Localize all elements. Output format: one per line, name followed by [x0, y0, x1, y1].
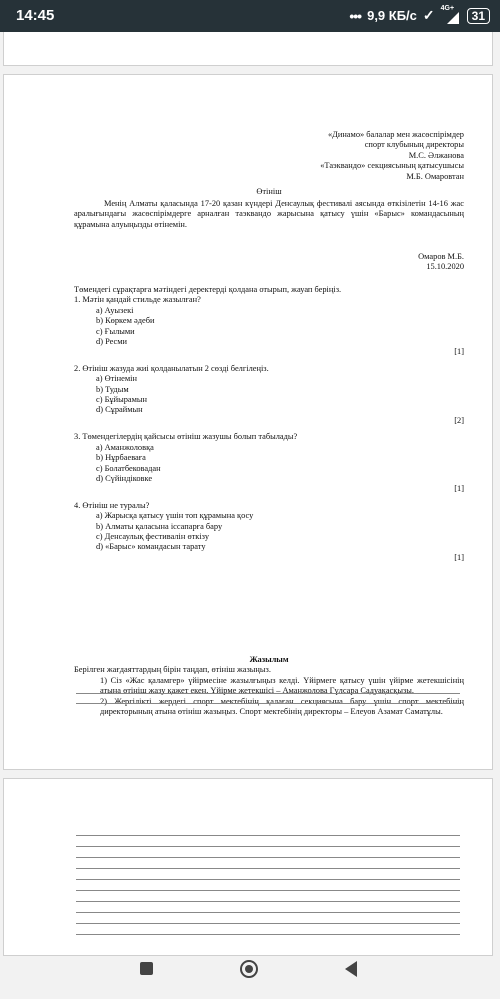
writing-heading: Жазылым: [249, 655, 289, 664]
status-bar: [0, 0, 500, 32]
question-mark: [1]: [454, 484, 464, 494]
addressee-line: «Таэквандо» секциясының қатысушысы: [320, 161, 464, 171]
status-icons: [349, 4, 490, 24]
question-text: 1. Мәтін қандай стильде жазылған?: [74, 295, 201, 305]
answer-line: [76, 835, 460, 836]
addressee-line: «Динамо» балалар мен жасөспірімдер: [327, 130, 464, 139]
answer-option: d) «Барыс» командасын тарату: [96, 542, 206, 552]
recent-apps-icon[interactable]: [140, 962, 153, 975]
answer-line: [76, 901, 460, 902]
question-4: [74, 501, 464, 563]
answer-option: c) Болатбековадан: [96, 463, 161, 473]
answer-option: a) Өтінемін: [96, 374, 137, 384]
battery-icon: 31: [467, 8, 490, 24]
application-body: Менің Алматы қаласында 17-20 қазан күндері Денсаулық фестивалі аясында өткізілетін 14-16 жас аралығындағы жасөспірімдерге арналған таэквандо жарысына қатысу үшін «Барыс» командасының құрамына алуыңызды өтінемін.: [74, 199, 464, 229]
network-type: 4G+: [440, 4, 455, 12]
signature-block: [74, 252, 464, 273]
addressee-line: М.Б. Омаровтан: [406, 171, 464, 181]
answer-line: [76, 846, 460, 847]
answer-option: c) Бұйырамын: [96, 395, 148, 405]
writing-intro: Берілген жағдаяттардың бірін таңдап, өтініш жазыңыз.: [74, 665, 271, 675]
previous-page: [3, 32, 493, 66]
signature-name: Омаров М.Б.: [418, 252, 464, 261]
signal-bars-icon: [447, 12, 459, 24]
question-text: 2. Өтініш жазуда жиі қолданылатын 2 сөзді белгілеңіз.: [74, 363, 269, 373]
questions-block: [74, 285, 464, 563]
network-speed: 9,9 КБ/с: [367, 8, 417, 23]
answer-line: [76, 923, 460, 924]
writing-task: 2) Жергілікті жердегі спорт мектебінің қалаған секциясына бару үшін спорт мектебінің директорының атына өтініш жазыңыз. Спорт мектебінің директоры – Елеуов Азамат Саматұлы.: [100, 696, 464, 717]
addressee-line: М.С. Әлжанова: [408, 150, 464, 160]
question-text: 3. Төмендегілердің қайсысы өтініш жазушы болып табылады?: [74, 432, 298, 442]
writing-section: [74, 655, 464, 717]
addressee-line: спорт клубының директоры: [364, 140, 464, 150]
addressee-block: [264, 130, 464, 182]
document-title: Өтініш: [256, 187, 282, 196]
question-2: [74, 364, 464, 426]
answer-line: [76, 693, 460, 694]
answer-line: [76, 912, 460, 913]
question-1: [74, 295, 464, 357]
question-mark: [2]: [454, 415, 464, 425]
answer-option: d) Ресми: [96, 337, 128, 347]
answer-line: [76, 879, 460, 880]
answer-option: d) Сұраймын: [96, 405, 143, 415]
data-saver-check-icon: ✓: [422, 7, 435, 23]
next-page[interactable]: [3, 778, 493, 956]
answer-option: b) Тудым: [96, 384, 129, 394]
answer-option: a) Аманжоловқа: [96, 442, 154, 452]
signature-date: 15.10.2020: [426, 262, 464, 272]
home-icon[interactable]: [240, 960, 258, 978]
signal-icon: [440, 4, 461, 24]
answer-line: [76, 868, 460, 869]
answer-option: c) Денсаулық фестивалін өткізу: [96, 531, 210, 541]
answer-option: d) Сүйіндіковке: [96, 473, 153, 483]
answer-line: [76, 703, 460, 704]
answer-option: b) Алматы қаласына іссапарға бару: [96, 521, 223, 531]
clock: 14:45: [16, 7, 55, 24]
document-page[interactable]: [3, 74, 493, 770]
writing-task: 1) Сіз «Жас қаламгер» үйірмесіне жазылғыңыз келді. Үйірмеге қатысу үшін үйірме жетекшісінің атына өтініш жазу қажет екен. Үйірме жетекшісі – Аманжолова Гүлсара Садуақасқызы.: [100, 675, 464, 696]
instruction-text: Төмендегі сұрақтарға мәтіндегі деректерді қолдана отырып, жауап беріңіз.: [74, 285, 342, 294]
question-mark: [1]: [454, 347, 464, 357]
answer-line: [76, 890, 460, 891]
answer-option: c) Ғылыми: [96, 326, 135, 336]
answer-option: a) Жарысқа қатысу үшін топ құрамына қосу: [96, 511, 254, 521]
answer-option: a) Ауызекі: [96, 305, 134, 315]
answer-line: [76, 857, 460, 858]
question-mark: [1]: [454, 552, 464, 562]
back-icon[interactable]: [345, 961, 357, 977]
question-3: [74, 432, 464, 494]
more-dots-icon: •••: [349, 7, 362, 24]
answer-option: b) Көркем әдеби: [96, 316, 155, 326]
answer-line: [76, 934, 460, 935]
answer-option: b) Нұрбаеваға: [96, 453, 146, 463]
question-text: 4. Өтініш не туралы?: [74, 500, 150, 510]
